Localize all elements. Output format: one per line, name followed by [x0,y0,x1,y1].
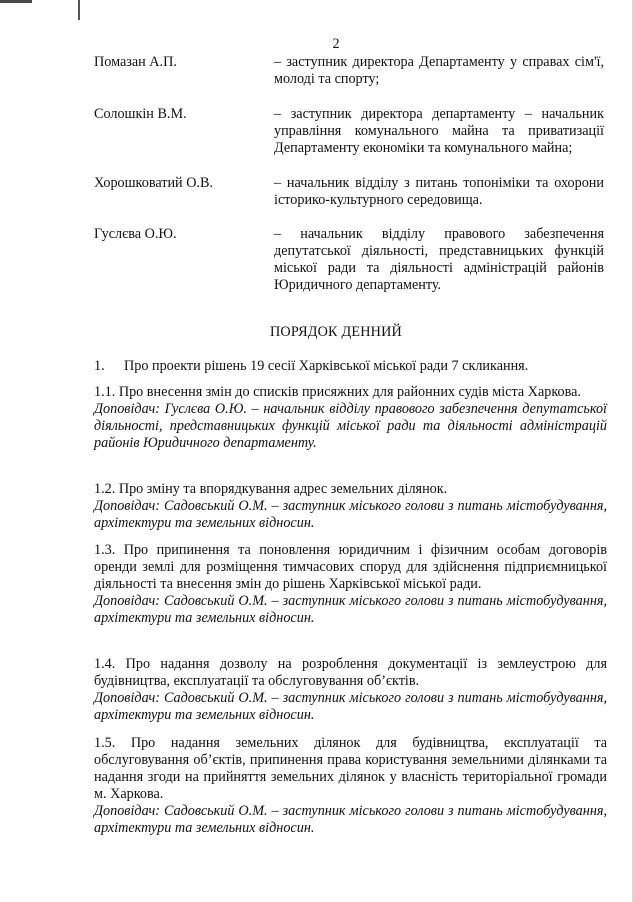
agenda-item-text: 1.2. Про зміну та впорядкування адрес земельних ділянок. [94,481,448,497]
agenda-item-speaker: Доповідач: Садовський О.М. – заступник міського голови з питань містобудування, архітектури та земельних відносин. [94,593,607,626]
agenda-main-number: 1. [94,358,105,374]
page-number: 2 [332,36,340,52]
attendee-name: Гуслєва О.Ю. [94,226,177,242]
scan-artifact-mark [0,0,32,3]
scan-artifact-line [78,0,80,20]
attendee-role: – заступник директора Департаменту у справах сім'ї, молоді та спорту; [274,54,604,87]
agenda-item-speaker: Доповідач: Садовський О.М. – заступник міського голови з питань містобудування, архітектури та земельних відносин. [94,498,607,531]
agenda-item [94,735,607,837]
agenda-item [94,481,607,532]
agenda-main-text: Про проекти рішень 19 сесії Харківської міської ради 7 скликання. [124,358,529,374]
agenda-title: ПОРЯДОК ДЕННИЙ [269,324,402,340]
attendee-role: – начальник відділу правового забезпечення депутатської діяльності, представницьких функцій міської ради та діяльності адміністрацій районів Юридичного департаменту. [274,226,604,293]
attendee-name: Хорошковатий О.В. [94,175,213,191]
agenda-item-speaker: Доповідач: Гуслєва О.Ю. – начальник відділу правового забезпечення депутатської діяльності, представницьких функцій міської ради та діяльності адміністрацій районів Юридичного департаменту. [94,401,607,451]
attendee-name: Солошкін В.М. [94,106,187,122]
agenda-item-speaker: Доповідач: Садовський О.М. – заступник міського голови з питань містобудування, архітектури та земельних відносин. [94,690,607,723]
attendee-name: Помазан А.П. [94,54,177,70]
attendee-role: – начальник відділу з питань топоніміки та охорони історико-культурного середовища. [274,175,604,208]
agenda-item [94,542,607,627]
agenda-item [94,384,607,452]
agenda-item-text: 1.5. Про надання земельних ділянок для будівництва, експлуатації та обслуговування об’єктів, припинення права користування земельними ділянками та надання згоди на прийняття земельних ділянок у власність територіальної громади м. Харкова. [94,735,607,802]
agenda-item-speaker: Доповідач: Садовський О.М. – заступник міського голови з питань містобудування, архітектури та земельних відносин. [94,803,607,836]
agenda-item-text: 1.4. Про надання дозволу на розроблення документації із землеустрою для будівництва, експлуатації та обслуговування об’єктів. [94,656,607,689]
agenda-item-text: 1.1. Про внесення змін до списків присяжних для районних судів міста Харкова. [94,384,581,400]
agenda-item-text: 1.3. Про припинення та поновлення юридичним і фізичним особам договорів оренди землі для розміщення тимчасових споруд для здійснення підприємницької діяльності та внесення змін до рішень Харківської міської ради. [94,542,607,592]
agenda-item [94,656,607,724]
attendee-role: – заступник директора департаменту – начальник управління комунального майна та приватизації Департаменту економіки та комунального майна; [274,106,604,156]
agenda-main-item [94,358,610,375]
